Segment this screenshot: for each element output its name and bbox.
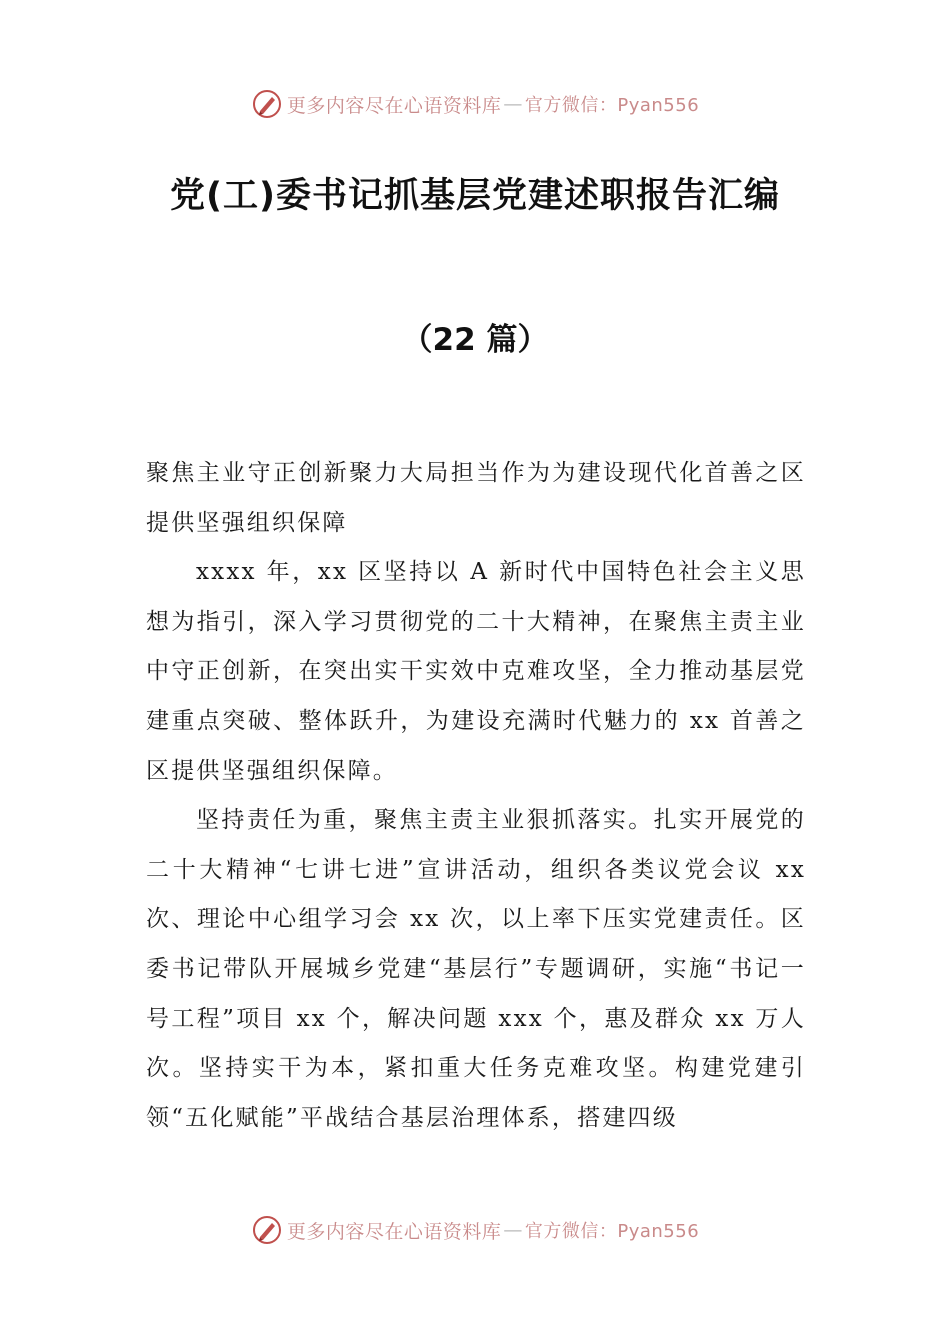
paragraph: 坚持责任为重，聚焦主责主业狠抓落实。扎实开展党的二十大精神“七讲七进”宣讲活动，组织各类议党会议 xx 次、理论中心组学习会 xx 次，以上率下压实党建责任。区委书记带队开展城乡党建“基层行”专题调研，实施“书记一号工程”项目 xx 个，解决问题 xxx 个，惠及群众 xx 万人次。坚持实干为本，紧扣重大任务克难攻坚。构建党建引领“五化赋能”平战结合基层治理体系，搭建四级 xyxy=(146,807,806,1131)
document-subtitle: （22 篇） xyxy=(401,322,549,358)
pen-logo-icon xyxy=(251,88,283,120)
watermark-dash: — xyxy=(503,1219,523,1241)
paragraph: xxxx 年，xx 区坚持以 A 新时代中国特色社会主义思想为指引，深入学习贯彻党的二十大精神，在聚焦主责主业中守正创新，在突出实干实效中克难攻坚，全力推动基层党建重点突破、整体跃升，为建设充满时代魅力的 xx 首善之区提供坚强组织保障。 xyxy=(146,559,806,784)
watermark-footer xyxy=(0,1210,950,1250)
watermark-header xyxy=(0,84,950,124)
watermark-text: 更多内容尽在心语资料库 xyxy=(286,1220,502,1243)
watermark-dash: — xyxy=(503,93,523,115)
section-heading: 聚焦主业守正创新聚力大局担当作为为建设现代化首善之区提供坚强组织保障 xyxy=(146,460,806,536)
document-body xyxy=(146,449,806,1143)
watermark-contact: 官方微信：Pyan556 xyxy=(524,1221,700,1242)
pen-logo-icon xyxy=(251,1214,283,1246)
watermark-contact: 官方微信：Pyan556 xyxy=(524,95,700,116)
watermark-text: 更多内容尽在心语资料库 xyxy=(286,94,502,117)
document-title: 党(工)委书记抓基层党建述职报告汇编 xyxy=(170,176,780,216)
